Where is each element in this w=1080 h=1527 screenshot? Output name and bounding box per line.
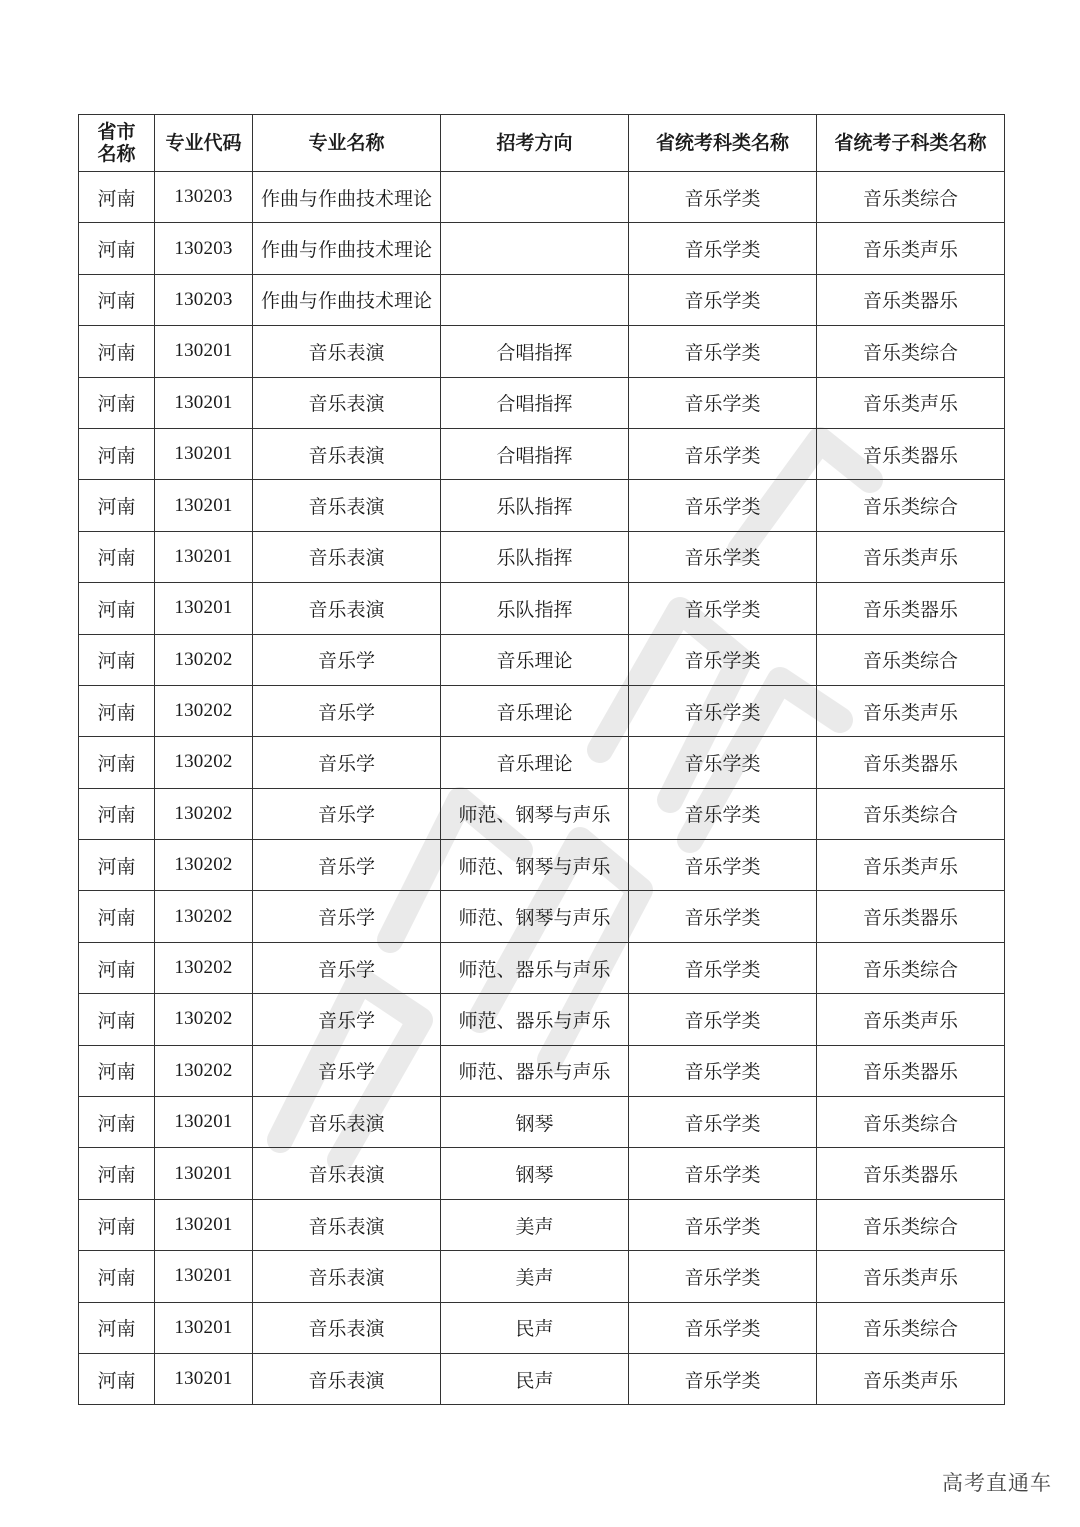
cell-exam-subcategory: 音乐类声乐 xyxy=(817,1251,1005,1302)
cell-direction: 师范、器乐与声乐 xyxy=(441,942,629,993)
cell-exam-category: 音乐学类 xyxy=(629,942,817,993)
cell-province: 河南 xyxy=(79,428,155,479)
cell-exam-category: 音乐学类 xyxy=(629,994,817,1045)
cell-direction: 师范、钢琴与声乐 xyxy=(441,840,629,891)
cell-exam-category: 音乐学类 xyxy=(629,326,817,377)
cell-province: 河南 xyxy=(79,737,155,788)
cell-province: 河南 xyxy=(79,274,155,325)
table-row xyxy=(79,1199,1005,1250)
cell-major-code: 130201 xyxy=(155,1199,253,1250)
cell-province: 河南 xyxy=(79,583,155,634)
cell-exam-category: 音乐学类 xyxy=(629,223,817,274)
cell-exam-subcategory: 音乐类器乐 xyxy=(817,891,1005,942)
cell-major-code: 130201 xyxy=(155,428,253,479)
cell-exam-category: 音乐学类 xyxy=(629,685,817,736)
cell-major-name: 音乐表演 xyxy=(253,1199,441,1250)
cell-exam-subcategory: 音乐类器乐 xyxy=(817,1045,1005,1096)
cell-direction: 美声 xyxy=(441,1199,629,1250)
cell-exam-category: 音乐学类 xyxy=(629,274,817,325)
cell-direction: 音乐理论 xyxy=(441,737,629,788)
cell-exam-category: 音乐学类 xyxy=(629,172,817,223)
cell-major-name: 音乐表演 xyxy=(253,1148,441,1199)
cell-direction: 合唱指挥 xyxy=(441,326,629,377)
table-row xyxy=(79,1353,1005,1404)
cell-direction: 音乐理论 xyxy=(441,634,629,685)
table-row xyxy=(79,685,1005,736)
cell-exam-category: 音乐学类 xyxy=(629,1097,817,1148)
table-row xyxy=(79,1097,1005,1148)
cell-exam-category: 音乐学类 xyxy=(629,1148,817,1199)
cell-exam-category: 音乐学类 xyxy=(629,1251,817,1302)
cell-direction xyxy=(441,172,629,223)
cell-major-code: 130202 xyxy=(155,788,253,839)
cell-province: 河南 xyxy=(79,223,155,274)
table-row xyxy=(79,840,1005,891)
cell-major-name: 作曲与作曲技术理论 xyxy=(253,223,441,274)
table-row xyxy=(79,428,1005,479)
cell-exam-subcategory: 音乐类综合 xyxy=(817,634,1005,685)
cell-major-name: 音乐表演 xyxy=(253,1097,441,1148)
table-row xyxy=(79,634,1005,685)
cell-direction: 师范、钢琴与声乐 xyxy=(441,891,629,942)
cell-major-code: 130202 xyxy=(155,994,253,1045)
cell-province: 河南 xyxy=(79,1353,155,1404)
source-label: 高考直通车 xyxy=(942,1471,1052,1495)
cell-province: 河南 xyxy=(79,1302,155,1353)
cell-exam-category: 音乐学类 xyxy=(629,840,817,891)
header-exam-category: 省统考科类名称 xyxy=(629,115,817,172)
cell-major-code: 130202 xyxy=(155,942,253,993)
cell-major-name: 音乐学 xyxy=(253,788,441,839)
cell-province: 河南 xyxy=(79,1097,155,1148)
table-row xyxy=(79,891,1005,942)
cell-exam-subcategory: 音乐类综合 xyxy=(817,1302,1005,1353)
cell-province: 河南 xyxy=(79,634,155,685)
cell-exam-category: 音乐学类 xyxy=(629,1199,817,1250)
cell-province: 河南 xyxy=(79,1251,155,1302)
cell-major-code: 130202 xyxy=(155,737,253,788)
table-row xyxy=(79,1251,1005,1302)
cell-direction: 钢琴 xyxy=(441,1097,629,1148)
cell-direction: 乐队指挥 xyxy=(441,583,629,634)
cell-major-name: 音乐表演 xyxy=(253,531,441,582)
cell-province: 河南 xyxy=(79,377,155,428)
cell-exam-category: 音乐学类 xyxy=(629,428,817,479)
cell-exam-subcategory: 音乐类声乐 xyxy=(817,377,1005,428)
cell-exam-category: 音乐学类 xyxy=(629,1353,817,1404)
cell-direction: 师范、钢琴与声乐 xyxy=(441,788,629,839)
cell-major-name: 音乐学 xyxy=(253,685,441,736)
table-row xyxy=(79,994,1005,1045)
cell-major-name: 音乐表演 xyxy=(253,377,441,428)
cell-major-name: 音乐表演 xyxy=(253,326,441,377)
table-row xyxy=(79,223,1005,274)
header-exam-subcategory: 省统考子科类名称 xyxy=(817,115,1005,172)
cell-direction: 乐队指挥 xyxy=(441,480,629,531)
cell-major-name: 音乐表演 xyxy=(253,428,441,479)
cell-major-code: 130203 xyxy=(155,223,253,274)
cell-exam-subcategory: 音乐类声乐 xyxy=(817,1353,1005,1404)
cell-exam-subcategory: 音乐类声乐 xyxy=(817,531,1005,582)
cell-exam-category: 音乐学类 xyxy=(629,480,817,531)
cell-major-code: 130202 xyxy=(155,685,253,736)
cell-major-code: 130201 xyxy=(155,1302,253,1353)
cell-exam-subcategory: 音乐类综合 xyxy=(817,172,1005,223)
cell-major-name: 作曲与作曲技术理论 xyxy=(253,172,441,223)
table-row xyxy=(79,737,1005,788)
cell-province: 河南 xyxy=(79,1045,155,1096)
cell-direction: 合唱指挥 xyxy=(441,428,629,479)
cell-exam-subcategory: 音乐类器乐 xyxy=(817,737,1005,788)
cell-direction: 民声 xyxy=(441,1302,629,1353)
cell-major-code: 130201 xyxy=(155,326,253,377)
cell-major-name: 音乐表演 xyxy=(253,1302,441,1353)
cell-exam-category: 音乐学类 xyxy=(629,377,817,428)
cell-major-code: 130203 xyxy=(155,172,253,223)
cell-major-name: 音乐表演 xyxy=(253,480,441,531)
cell-major-code: 130201 xyxy=(155,583,253,634)
cell-direction: 师范、器乐与声乐 xyxy=(441,994,629,1045)
cell-exam-subcategory: 音乐类综合 xyxy=(817,788,1005,839)
cell-direction: 师范、器乐与声乐 xyxy=(441,1045,629,1096)
cell-exam-subcategory: 音乐类声乐 xyxy=(817,685,1005,736)
cell-direction xyxy=(441,274,629,325)
table-row xyxy=(79,942,1005,993)
cell-major-name: 音乐学 xyxy=(253,942,441,993)
cell-exam-subcategory: 音乐类声乐 xyxy=(817,994,1005,1045)
cell-exam-subcategory: 音乐类器乐 xyxy=(817,583,1005,634)
cell-province: 河南 xyxy=(79,788,155,839)
cell-major-code: 130201 xyxy=(155,377,253,428)
cell-exam-subcategory: 音乐类综合 xyxy=(817,326,1005,377)
cell-province: 河南 xyxy=(79,942,155,993)
cell-major-name: 音乐表演 xyxy=(253,1251,441,1302)
cell-major-name: 音乐表演 xyxy=(253,1353,441,1404)
cell-major-name: 音乐学 xyxy=(253,891,441,942)
cell-exam-category: 音乐学类 xyxy=(629,531,817,582)
cell-major-code: 130201 xyxy=(155,1353,253,1404)
table-row xyxy=(79,788,1005,839)
cell-major-code: 130201 xyxy=(155,531,253,582)
cell-province: 河南 xyxy=(79,172,155,223)
cell-major-name: 音乐学 xyxy=(253,840,441,891)
cell-direction: 民声 xyxy=(441,1353,629,1404)
table-header xyxy=(79,115,1005,172)
header-row xyxy=(79,115,1005,172)
table-body xyxy=(79,172,1005,1405)
cell-major-code: 130203 xyxy=(155,274,253,325)
table-row xyxy=(79,377,1005,428)
table-row xyxy=(79,531,1005,582)
header-major-name: 专业名称 xyxy=(253,115,441,172)
cell-exam-subcategory: 音乐类器乐 xyxy=(817,274,1005,325)
table-row xyxy=(79,172,1005,223)
table-row xyxy=(79,1302,1005,1353)
table-row xyxy=(79,1148,1005,1199)
cell-major-name: 音乐学 xyxy=(253,994,441,1045)
cell-major-name: 音乐表演 xyxy=(253,583,441,634)
cell-exam-subcategory: 音乐类综合 xyxy=(817,1199,1005,1250)
cell-province: 河南 xyxy=(79,1148,155,1199)
cell-major-code: 130201 xyxy=(155,480,253,531)
cell-major-code: 130202 xyxy=(155,634,253,685)
cell-major-name: 作曲与作曲技术理论 xyxy=(253,274,441,325)
cell-province: 河南 xyxy=(79,891,155,942)
table-row xyxy=(79,326,1005,377)
cell-exam-subcategory: 音乐类声乐 xyxy=(817,223,1005,274)
cell-exam-subcategory: 音乐类综合 xyxy=(817,942,1005,993)
cell-exam-category: 音乐学类 xyxy=(629,583,817,634)
table-row xyxy=(79,274,1005,325)
table-row xyxy=(79,480,1005,531)
major-table xyxy=(78,114,1005,1405)
table-row xyxy=(79,1045,1005,1096)
cell-direction: 合唱指挥 xyxy=(441,377,629,428)
cell-province: 河南 xyxy=(79,840,155,891)
cell-direction: 钢琴 xyxy=(441,1148,629,1199)
cell-exam-subcategory: 音乐类声乐 xyxy=(817,840,1005,891)
cell-exam-category: 音乐学类 xyxy=(629,737,817,788)
cell-major-code: 130202 xyxy=(155,891,253,942)
cell-major-code: 130201 xyxy=(155,1097,253,1148)
cell-province: 河南 xyxy=(79,685,155,736)
header-province: 省市名称 xyxy=(79,115,155,172)
cell-major-code: 130202 xyxy=(155,840,253,891)
cell-province: 河南 xyxy=(79,531,155,582)
cell-exam-category: 音乐学类 xyxy=(629,634,817,685)
cell-direction: 乐队指挥 xyxy=(441,531,629,582)
cell-major-code: 130201 xyxy=(155,1148,253,1199)
cell-province: 河南 xyxy=(79,480,155,531)
cell-exam-category: 音乐学类 xyxy=(629,788,817,839)
cell-major-name: 音乐学 xyxy=(253,1045,441,1096)
cell-major-name: 音乐学 xyxy=(253,634,441,685)
cell-exam-subcategory: 音乐类器乐 xyxy=(817,1148,1005,1199)
cell-direction: 音乐理论 xyxy=(441,685,629,736)
cell-major-name: 音乐学 xyxy=(253,737,441,788)
cell-major-code: 130202 xyxy=(155,1045,253,1096)
header-direction: 招考方向 xyxy=(441,115,629,172)
cell-province: 河南 xyxy=(79,326,155,377)
cell-major-code: 130201 xyxy=(155,1251,253,1302)
cell-exam-subcategory: 音乐类器乐 xyxy=(817,428,1005,479)
cell-exam-category: 音乐学类 xyxy=(629,1302,817,1353)
header-major-code: 专业代码 xyxy=(155,115,253,172)
cell-province: 河南 xyxy=(79,1199,155,1250)
cell-exam-subcategory: 音乐类综合 xyxy=(817,1097,1005,1148)
cell-exam-subcategory: 音乐类综合 xyxy=(817,480,1005,531)
cell-province: 河南 xyxy=(79,994,155,1045)
cell-exam-category: 音乐学类 xyxy=(629,1045,817,1096)
cell-direction: 美声 xyxy=(441,1251,629,1302)
cell-direction xyxy=(441,223,629,274)
cell-exam-category: 音乐学类 xyxy=(629,891,817,942)
table-row xyxy=(79,583,1005,634)
